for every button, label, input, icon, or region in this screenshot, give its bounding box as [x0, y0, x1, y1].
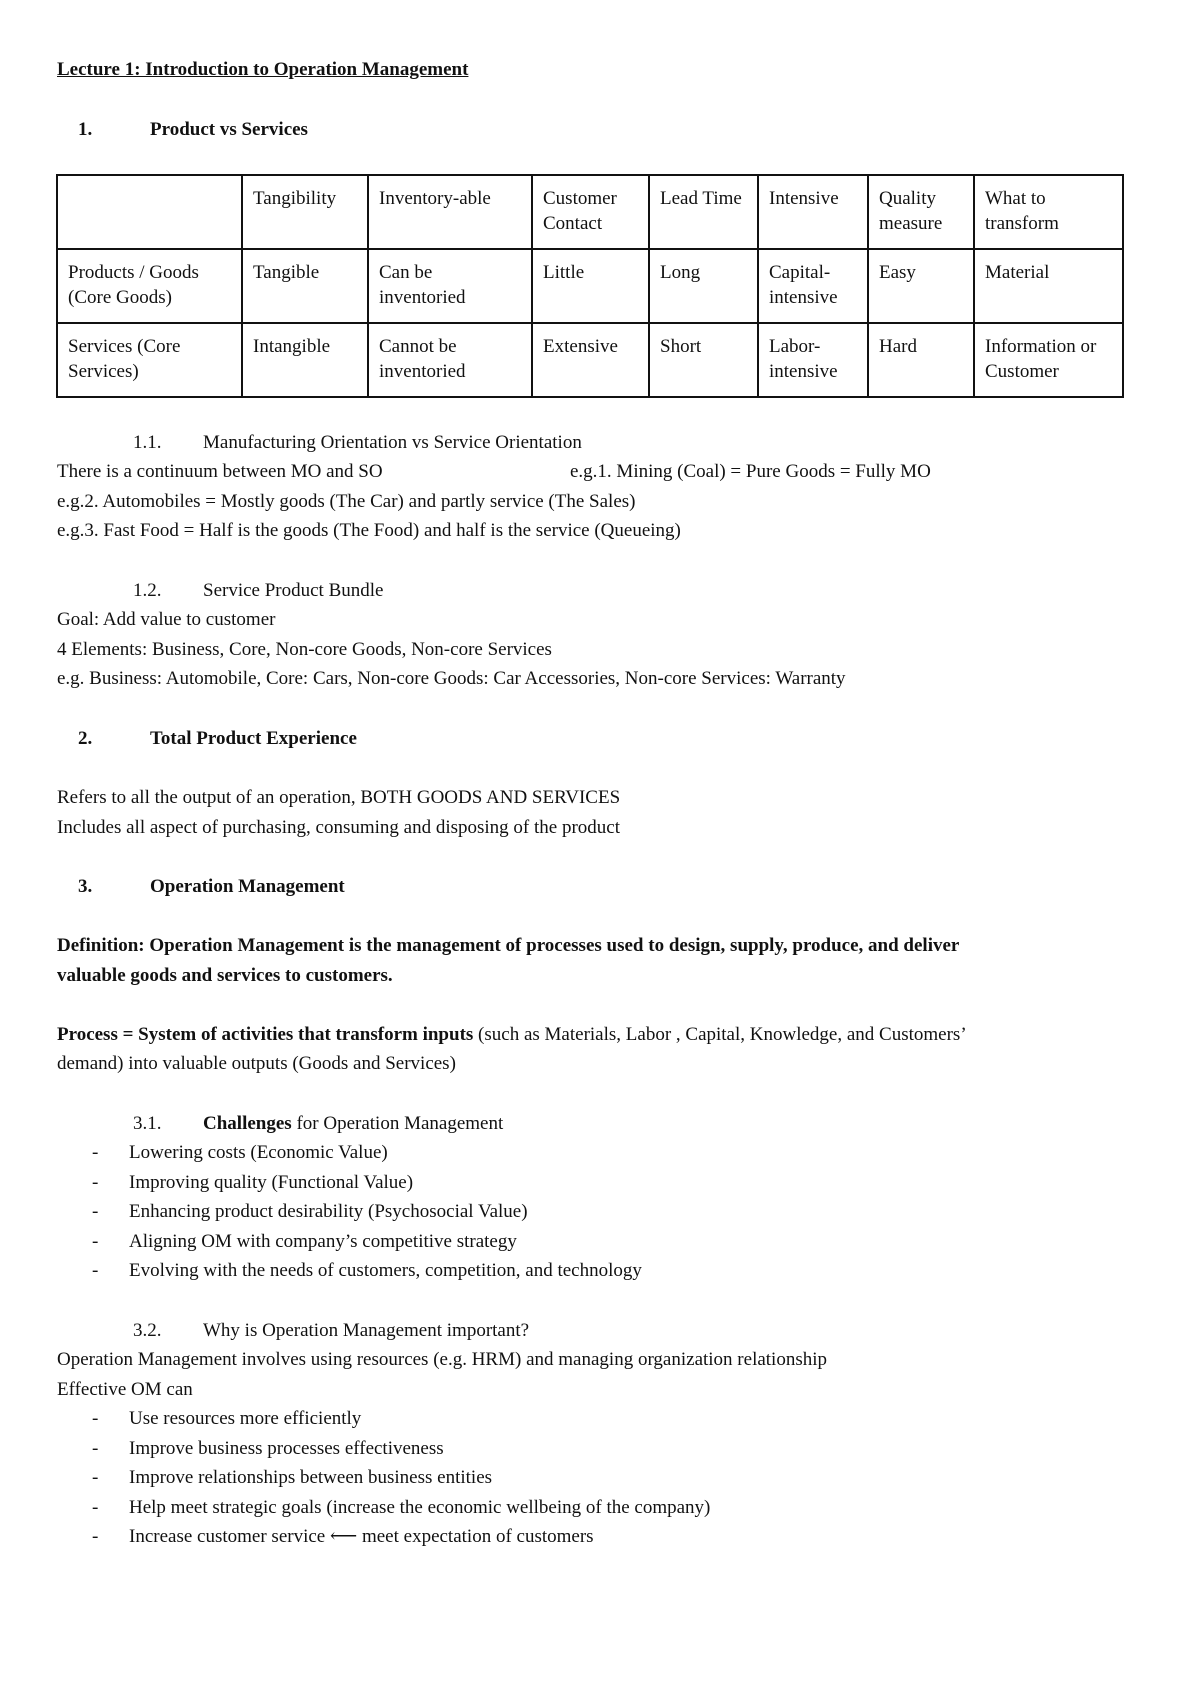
paragraph-line: Effective OM can — [57, 1379, 193, 1400]
table-cell: Products / Goods (Core Goods) — [57, 249, 242, 323]
table-header-cell: Customer Contact — [532, 175, 649, 249]
table-header-cell: Tangibility — [242, 175, 368, 249]
list-item — [92, 1142, 388, 1164]
section-number: 3. — [78, 876, 93, 897]
table-row — [57, 323, 1123, 397]
paragraph-line: Refers to all the output of an operation, BOTH GOODS AND SERVICES — [57, 787, 621, 808]
section-1-heading — [78, 119, 308, 141]
process-line — [57, 1024, 967, 1046]
table-header-cell: Quality measure — [868, 175, 974, 249]
section-title: Operation Management — [150, 876, 345, 897]
table-cell: Easy — [868, 249, 974, 323]
table-header-cell: Inventory-able — [368, 175, 532, 249]
table-cell: Extensive — [532, 323, 649, 397]
table-cell: Labor-intensive — [758, 323, 868, 397]
list-item — [92, 1231, 517, 1253]
table-header-cell: What to transform — [974, 175, 1123, 249]
list-item-text: Evolving with the needs of customers, competition, and technology — [129, 1260, 642, 1281]
table-cell: Long — [649, 249, 758, 323]
paragraph-line: 4 Elements: Business, Core, Non-core Goods, Non-core Services — [57, 639, 552, 660]
paragraph-line: e.g. Business: Automobile, Core: Cars, Non-core Goods: Car Accessories, Non-core Services: Warranty — [57, 668, 846, 689]
subsection-title-bold: Challenges — [203, 1113, 292, 1134]
subsection-number: 1.2. — [133, 580, 162, 601]
table-row — [57, 249, 1123, 323]
paragraph-line: e.g.3. Fast Food = Half is the goods (The Food) and half is the service (Queueing) — [57, 520, 681, 541]
subsection-number: 3.2. — [133, 1320, 162, 1341]
bullet-dash: - — [92, 1497, 99, 1518]
list-item — [92, 1408, 361, 1430]
paragraph-line: Goal: Add value to customer — [57, 609, 276, 630]
paragraph-line: Includes all aspect of purchasing, consuming and disposing of the product — [57, 817, 621, 838]
subsection-title: Manufacturing Orientation vs Service Orientation — [203, 432, 582, 453]
table-cell: Hard — [868, 323, 974, 397]
subsection-title: for Operation Management — [291, 1113, 504, 1134]
list-item — [92, 1172, 413, 1194]
section-2-heading — [78, 728, 357, 750]
table-header-cell — [57, 175, 242, 249]
definition-line: valuable goods and services to customers. — [57, 965, 393, 986]
table-cell: Cannot be inventoried — [368, 323, 532, 397]
list-item — [92, 1260, 642, 1282]
table-cell: Material — [974, 249, 1123, 323]
table-header-cell: Lead Time — [649, 175, 758, 249]
list-item-text: Use resources more efficiently — [129, 1408, 362, 1429]
table-cell: Information or Customer — [974, 323, 1123, 397]
list-item-text: Aligning OM with company’s competitive strategy — [129, 1231, 517, 1252]
subsection-title: Service Product Bundle — [203, 580, 384, 601]
subsection-title: Why is Operation Management important? — [203, 1320, 530, 1341]
list-item — [92, 1438, 444, 1460]
section-title: Product vs Services — [150, 119, 308, 140]
bullet-dash: - — [92, 1526, 99, 1547]
definition-line: Definition: Operation Management is the management of processes used to design, supply, produce, and deliver — [57, 935, 960, 956]
section-title: Total Product Experience — [150, 728, 357, 749]
section-3-heading — [78, 876, 345, 898]
lecture-title: Lecture 1: Introduction to Operation Management — [57, 59, 469, 80]
paragraph-line: Operation Management involves using resources (e.g. HRM) and managing organization relationship — [57, 1349, 828, 1370]
subsection-3-1-heading — [133, 1113, 503, 1135]
list-item — [92, 1467, 492, 1489]
list-item-text: Improve business processes effectiveness — [129, 1438, 444, 1459]
list-item-text: Lowering costs (Economic Value) — [129, 1142, 388, 1163]
table-header-row — [57, 175, 1123, 249]
process-text: (such as Materials, Labor , Capital, Knowledge, and Customers’ — [473, 1024, 967, 1045]
list-item — [92, 1526, 594, 1548]
bullet-dash: - — [92, 1142, 99, 1163]
table-cell: Short — [649, 323, 758, 397]
list-item — [92, 1201, 528, 1223]
table-cell: Services (Core Services) — [57, 323, 242, 397]
list-item-text: Help meet strategic goals (increase the economic wellbeing of the company) — [129, 1497, 711, 1518]
bullet-dash: - — [92, 1260, 99, 1281]
table-cell: Intangible — [242, 323, 368, 397]
table-cell: Capital-intensive — [758, 249, 868, 323]
subsection-3-2-heading — [133, 1320, 529, 1342]
table-cell: Tangible — [242, 249, 368, 323]
paragraph-line: e.g.2. Automobiles = Mostly goods (The Car) and partly service (The Sales) — [57, 491, 636, 512]
table-cell: Can be inventoried — [368, 249, 532, 323]
paragraph-line: demand) into valuable outputs (Goods and Services) — [57, 1053, 456, 1074]
list-item-text: Improving quality (Functional Value) — [129, 1172, 414, 1193]
subsection-1-2-heading — [133, 580, 383, 602]
list-item-text: Increase customer service ⟵ meet expectation of customers — [129, 1526, 594, 1547]
bullet-dash: - — [92, 1201, 99, 1222]
comparison-table — [56, 174, 1124, 398]
bullet-dash: - — [92, 1172, 99, 1193]
paragraph-line: e.g.1. Mining (Coal) = Pure Goods = Fully MO — [570, 461, 931, 482]
subsection-number: 3.1. — [133, 1113, 162, 1134]
process-term: Process = System of activities that transform inputs — [57, 1024, 474, 1045]
list-item-text: Improve relationships between business entities — [129, 1467, 493, 1488]
subsection-1-1-heading — [133, 432, 582, 454]
list-item — [92, 1497, 710, 1519]
bullet-dash: - — [92, 1438, 99, 1459]
table-cell: Little — [532, 249, 649, 323]
table-header-cell: Intensive — [758, 175, 868, 249]
section-number: 2. — [78, 728, 93, 749]
bullet-dash: - — [92, 1231, 99, 1252]
bullet-dash: - — [92, 1467, 99, 1488]
section-number: 1. — [78, 119, 93, 140]
subsection-number: 1.1. — [133, 432, 162, 453]
list-item-text: Enhancing product desirability (Psychosocial Value) — [129, 1201, 528, 1222]
paragraph-line: There is a continuum between MO and SO — [57, 461, 383, 482]
bullet-dash: - — [92, 1408, 99, 1429]
